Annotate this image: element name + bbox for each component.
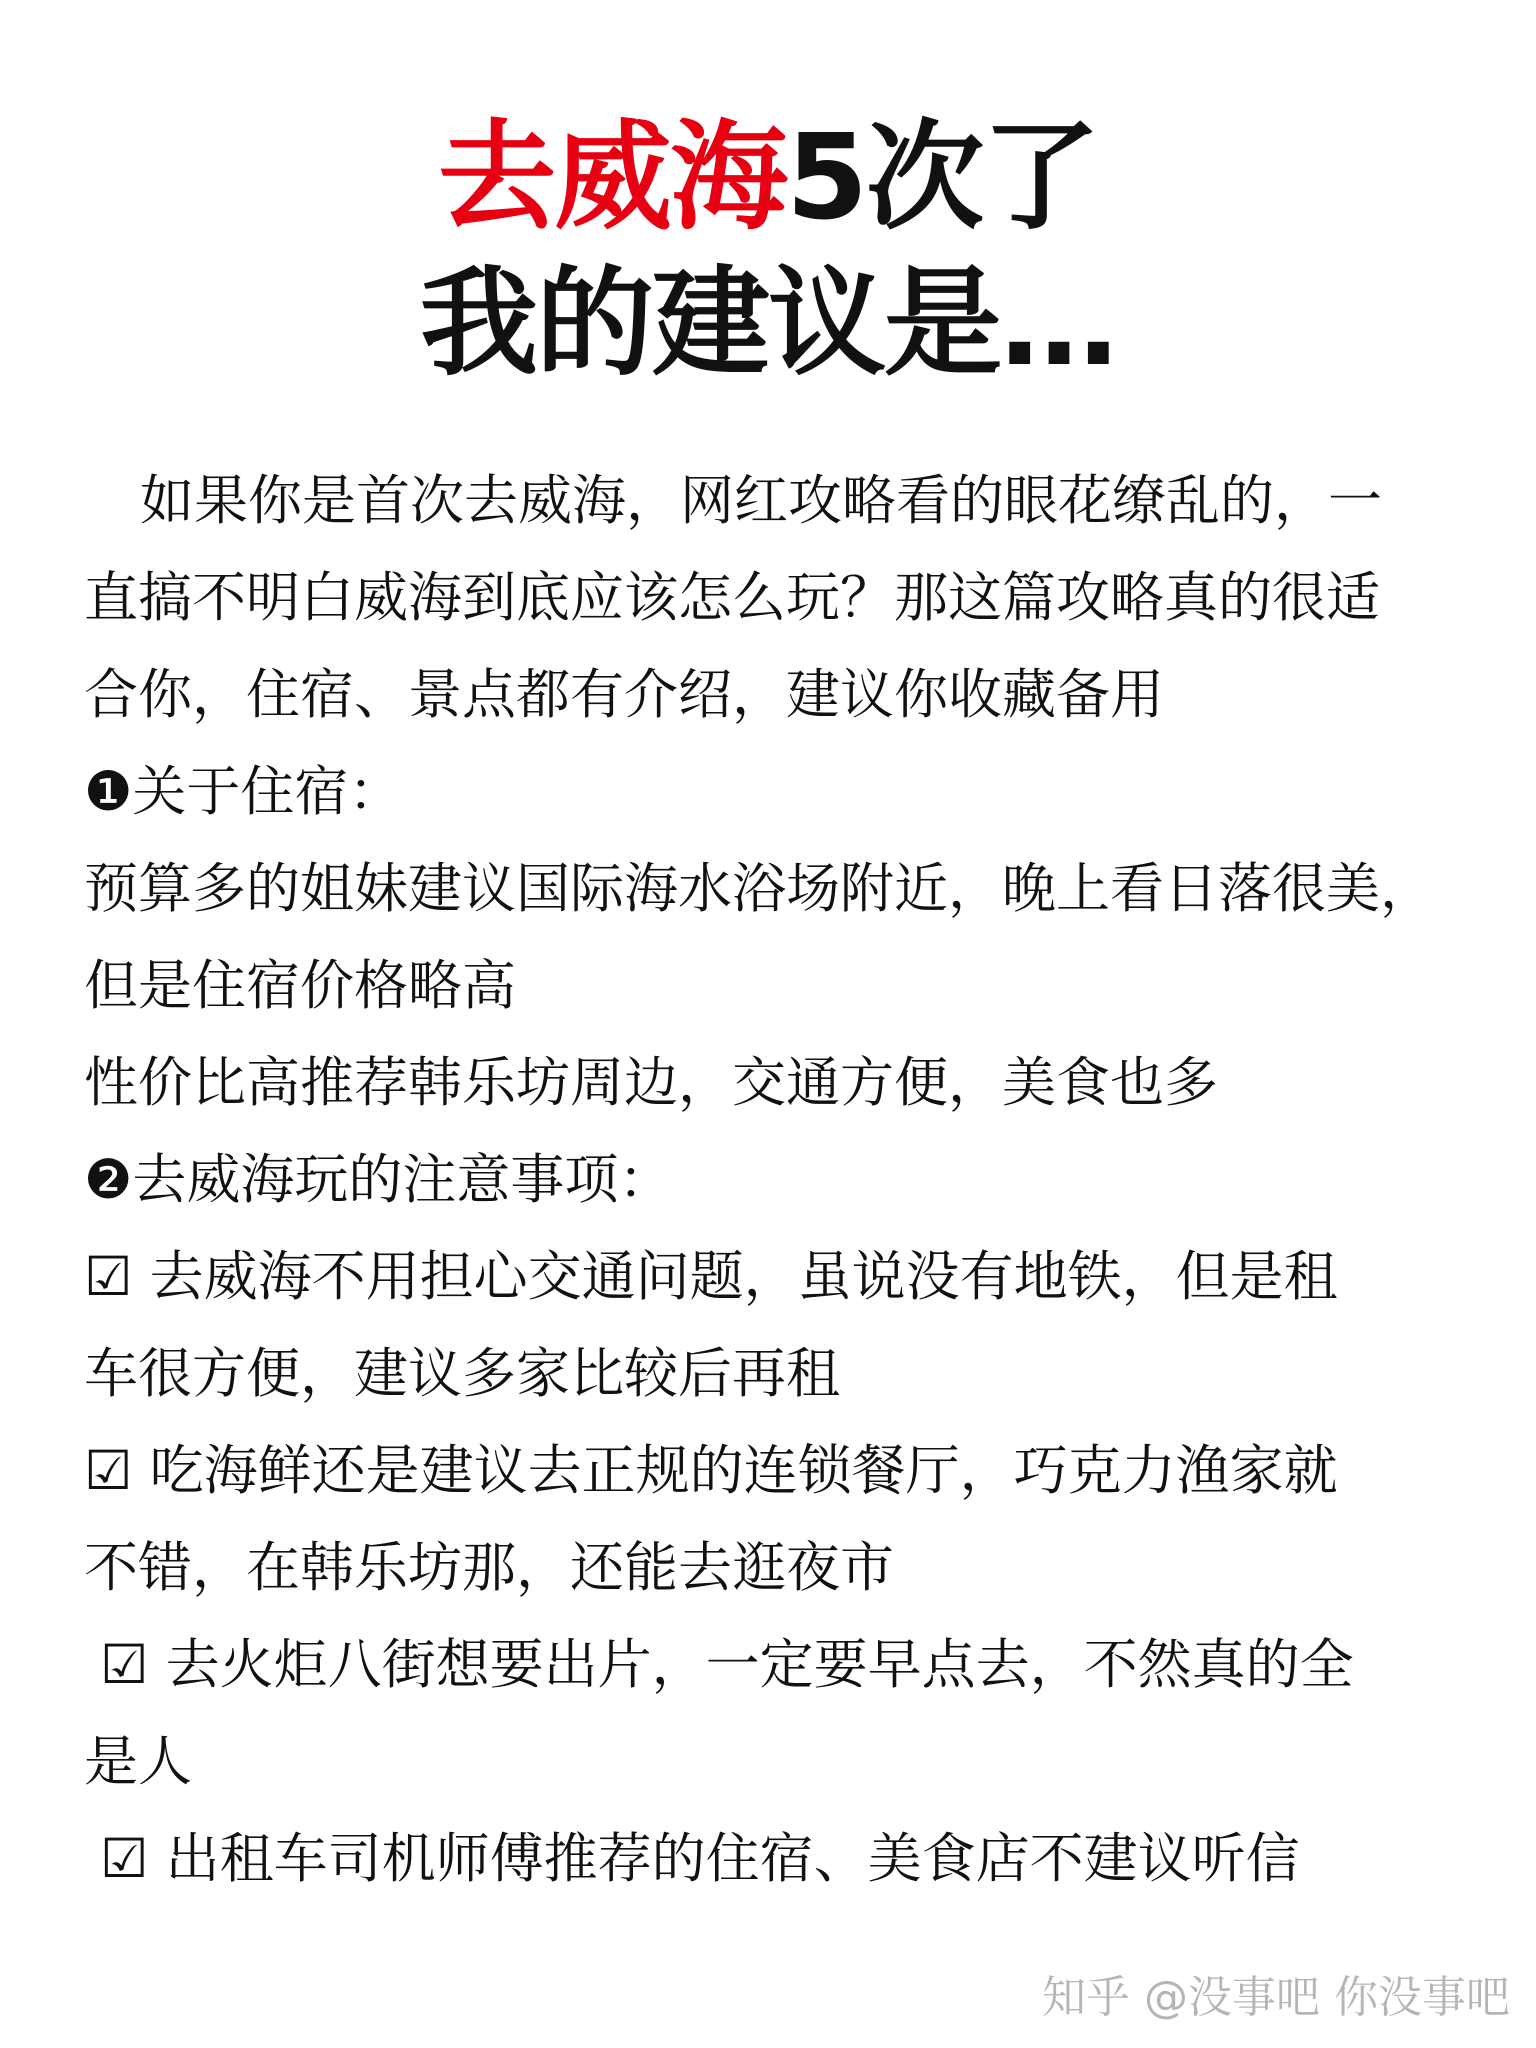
page-title-line-1: [0, 108, 1536, 246]
paragraph-line: 直搞不明白威海到底应该怎么玩？那这篇攻略真的很适: [84, 566, 1380, 629]
page-title-line-2: 我的建议是…: [419, 254, 1116, 392]
title-highlight: 去威海: [437, 108, 786, 246]
checklist-item-continued: 不错，在韩乐坊那，还能去逛夜市: [84, 1536, 894, 1599]
paragraph-line: 性价比高推荐韩乐坊周边，交通方便，美食也多: [84, 1051, 1218, 1114]
watermark: 知乎 @没事吧 你没事吧: [1042, 1972, 1510, 2023]
paragraph-line: 但是住宿价格略高: [84, 954, 516, 1017]
checklist-item-continued: 车很方便，建议多家比较后再租: [84, 1342, 840, 1405]
checklist-item: ☑ 去火炬八街想要出片，一定要早点去，不然真的全: [100, 1633, 1354, 1696]
paragraph-line: 预算多的姐妹建议国际海水浴场附近，晚上看日落很美，: [84, 857, 1434, 920]
checklist-item: ☑ 去威海不用担心交通问题，虽说没有地铁，但是租: [84, 1245, 1338, 1308]
title-rest: 5次了: [785, 108, 1099, 246]
section-heading-lodging: ❶关于住宿：: [84, 760, 403, 823]
checklist-item-continued: 是人: [84, 1730, 192, 1793]
paragraph-line: 合你，住宿、景点都有介绍，建议你收藏备用: [84, 663, 1164, 726]
checklist-item: ☑ 吃海鲜还是建议去正规的连锁餐厅，巧克力渔家就: [84, 1439, 1338, 1502]
paragraph-line: 如果你是首次去威海，网红攻略看的眼花缭乱的，一: [140, 469, 1382, 532]
article-body: [84, 452, 1484, 1907]
checklist-item: ☑ 出租车司机师傅推荐的住宿、美食店不建议听信: [100, 1827, 1300, 1890]
section-heading-tips: ❷去威海玩的注意事项：: [84, 1148, 673, 1211]
